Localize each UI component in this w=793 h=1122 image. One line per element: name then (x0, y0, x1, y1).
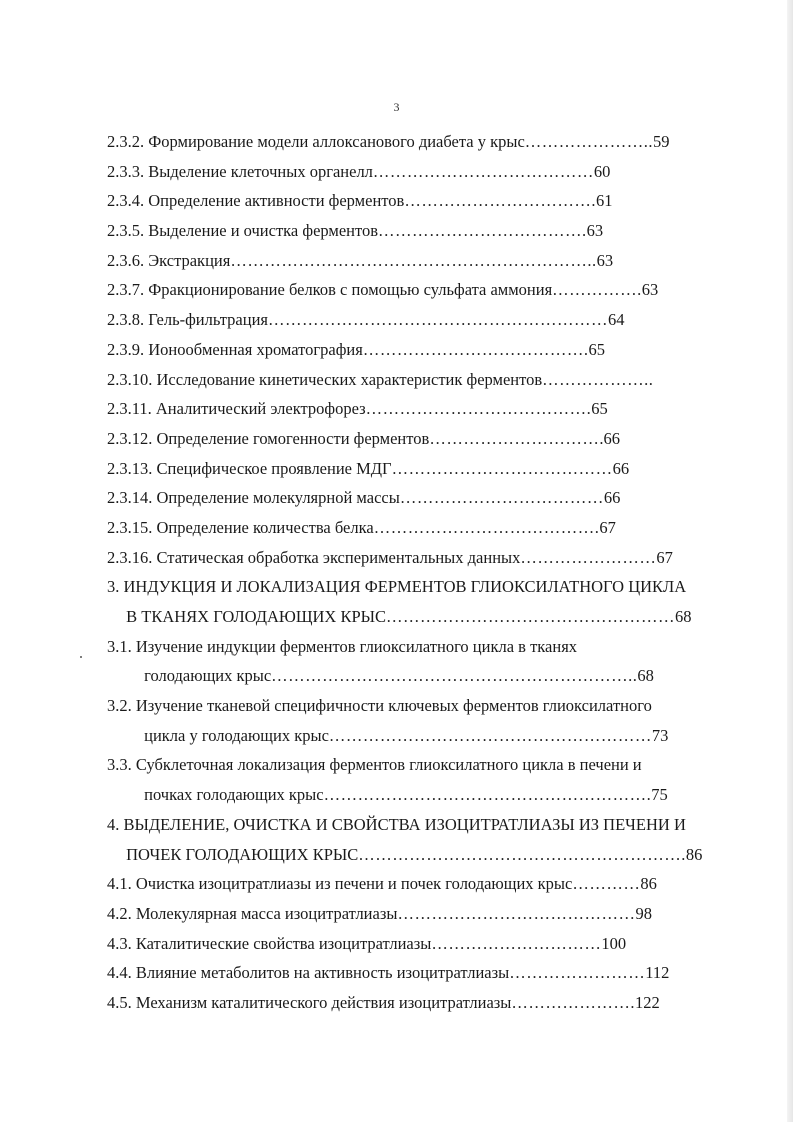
toc-entry (0, 424, 793, 454)
toc-entry (0, 394, 793, 424)
toc-entry (0, 691, 793, 721)
toc-entry-page: 73 (651, 725, 669, 745)
toc-entry-page: 66 (612, 458, 630, 478)
toc-entry-leader: ……………. (552, 280, 642, 300)
toc-entry-title: Определение гомогенности ферментов (156, 428, 430, 448)
toc-entry-title: Гель-фильтрация (148, 310, 268, 330)
scan-edge-shadow (787, 0, 793, 1122)
toc-entry-leader: ………………………………… (391, 458, 613, 478)
toc-entry-page: 100 (601, 933, 627, 953)
toc-entry-leader: ……………….. (542, 369, 654, 389)
toc-entry-continuation (0, 780, 793, 810)
toc-entry-leader: …………………… (509, 963, 646, 983)
toc-entry-leader: ……………………………… (399, 488, 604, 508)
toc-entry-page: 68 (637, 666, 654, 686)
toc-entry-number: 3. (107, 577, 120, 597)
toc-entry (0, 216, 793, 246)
toc-entry-continuation (0, 661, 793, 691)
toc-entry-leader: …………………… (520, 547, 657, 567)
toc-chapter-heading-continuation (0, 840, 793, 870)
toc-entry-page: 112 (645, 963, 670, 983)
toc-entry-number: 3.2. (107, 696, 132, 716)
toc-entry-number: 3.3. (107, 755, 132, 775)
toc-entry-number: 2.3.10. (107, 369, 153, 389)
toc-entry-leader: …………………. (511, 992, 636, 1012)
page-number: 3 (393, 100, 400, 114)
toc-entry-page: 61 (595, 191, 613, 211)
toc-entry-leader: ………… (572, 874, 641, 894)
toc-entry-title: почках голодающих крыс (144, 785, 324, 805)
toc-entry-number: 2.3.16. (107, 547, 153, 567)
toc-entry-number: 4.3. (107, 933, 132, 953)
toc-entry (0, 246, 793, 276)
toc-entry (0, 632, 793, 662)
toc-entry-continuation (0, 721, 793, 751)
toc-entry (0, 275, 793, 305)
toc-entry-number: 4.2. (107, 903, 132, 923)
toc-entry-title: В ТКАНЯХ ГОЛОДАЮЩИХ КРЫС (126, 607, 387, 626)
toc-entry (0, 483, 793, 513)
toc-chapter-heading (0, 810, 793, 840)
toc-entry-leader: …………………………………………………. (358, 844, 686, 864)
toc-entry-page: 75 (651, 785, 668, 805)
toc-entry-title: ВЫДЕЛЕНИЕ, ОЧИСТКА И СВОЙСТВА ИЗОЦИТРАТЛИАЗЫ ИЗ ПЕЧЕНИ И (123, 814, 686, 834)
toc-entry-number: 4.4. (107, 963, 132, 983)
toc-entry-leader: ……………………………………………………….. (230, 250, 597, 270)
toc-entry-page: 60 (593, 161, 611, 181)
toc-entry-page: 86 (640, 874, 657, 894)
toc-entry-number: 2.3.9. (107, 339, 145, 359)
toc-entry-page: 64 (608, 310, 625, 330)
toc-entry-number: 2.3.14. (107, 488, 153, 508)
toc-entry-leader: ………………………………………………… (328, 725, 652, 745)
toc-entry-title: Очистка изоцитратлиазы из печени и почек голодающих крыс (135, 874, 573, 894)
toc-entry-page: 67 (656, 547, 673, 567)
toc-entry-title: ПОЧЕК ГОЛОДАЮЩИХ КРЫС (126, 844, 359, 864)
toc-entry-number: 2.3.13. (107, 458, 153, 478)
toc-entry-page: .66 (599, 428, 620, 448)
toc-entry-page: 67 (599, 517, 616, 537)
toc-entry-title: Формирование модели аллоксанового диабета у крыс (148, 132, 525, 151)
toc-entry-title: голодающих крыс (144, 666, 272, 686)
toc-entry-title: Аналитический электрофорез (155, 399, 366, 419)
toc-entry-title: Исследование кинетических характеристик ферментов (156, 369, 543, 389)
toc-entry (0, 513, 793, 543)
toc-entry-number: 2.3.8. (107, 310, 145, 330)
toc-entry-leader: …………………………………. (373, 517, 600, 537)
toc-entry (0, 454, 793, 484)
toc-entry-title: Фракционирование белков с помощью сульфата аммония (148, 280, 553, 300)
toc-entry-title: Изучение индукции ферментов глиоксилатного цикла в тканях (135, 636, 578, 656)
toc-entry-title: Специфическое проявление МДГ (156, 458, 392, 478)
toc-entry-title: Влияние метаболитов на активность изоцитратлиазы (135, 963, 510, 983)
scan-speck (80, 656, 82, 658)
toc-entry-title: Механизм каталитического действия изоцитратлиазы (135, 992, 512, 1012)
toc-entry-number: 2.3.6. (107, 250, 145, 270)
toc-entry-title: Изучение тканевой специфичности ключевых ферментов глиоксилатного (135, 696, 652, 716)
toc-entry-title: ИНДУКЦИЯ И ЛОКАЛИЗАЦИЯ ФЕРМЕНТОВ ГЛИОКСИЛАТНОГО ЦИКЛА (123, 577, 687, 597)
toc-entry-leader: …………………………………………………. (323, 785, 652, 805)
toc-entry-leader: ………………………… (429, 428, 600, 448)
toc-entry-number: 2.3.12. (107, 428, 153, 448)
toc-entry-number: 2.3.7. (107, 280, 145, 300)
toc-entry-number: 2.3.3. (107, 161, 145, 181)
toc-entry (0, 127, 793, 157)
toc-entry-number: 2.3.11. (107, 399, 152, 419)
toc-entry-number: 4. (107, 814, 120, 834)
toc-entry-leader: ………………………………… (372, 161, 594, 181)
toc-entry (0, 157, 793, 187)
toc-entry-number: 2.3.2. (107, 132, 145, 151)
toc-entry-title: Определение молекулярной массы (156, 488, 400, 508)
toc-entry-page: 98 (635, 903, 652, 923)
toc-entry-page: 59 (653, 132, 670, 151)
toc-entry-leader: ……………………………………………………….. (271, 666, 638, 686)
toc-entry-page: 63 (596, 250, 614, 270)
toc-entry (0, 958, 793, 988)
toc-entry (0, 988, 793, 1018)
toc-entry (0, 186, 793, 216)
toc-entry-title: Молекулярная масса изоцитратлиазы (135, 903, 398, 923)
toc-chapter-heading (0, 572, 793, 602)
toc-entry-leader: …………………………………………… (386, 607, 676, 626)
toc-entry (0, 305, 793, 335)
toc-entry-page: 66 (603, 488, 621, 508)
toc-entry (0, 869, 793, 899)
toc-entry (0, 899, 793, 929)
table-of-contents (0, 127, 793, 1018)
toc-entry-number: 2.3.5. (107, 221, 145, 241)
toc-entry (0, 750, 793, 780)
toc-entry-number: 3.1. (107, 636, 132, 656)
toc-entry-leader: ……………………………. (404, 191, 596, 211)
toc-entry-number: 4.5. (107, 992, 132, 1012)
toc-entry-number: 4.1. (107, 874, 132, 894)
toc-entry-page: 63 (586, 221, 604, 241)
toc-entry-title: Определение активности ферментов (148, 191, 405, 211)
toc-entry-number: 2.3.4. (107, 191, 145, 211)
toc-entry (0, 335, 793, 365)
toc-entry-leader: …………………………………. (365, 399, 592, 419)
toc-entry-leader: ………………………… (431, 933, 602, 953)
toc-entry-title: Определение количества белка (156, 517, 374, 537)
toc-entry-page: 86 (685, 844, 703, 864)
toc-entry-leader: ………………………………. (378, 221, 587, 241)
toc-entry-title: Выделение и очистка ферментов (148, 221, 379, 241)
toc-entry-page: 63 (641, 280, 659, 300)
toc-entry (0, 543, 793, 573)
toc-entry-page: 122 (635, 992, 660, 1012)
toc-entry-page: 68 (675, 607, 692, 626)
toc-chapter-heading-continuation (0, 602, 793, 632)
toc-entry-title: Экстракция (148, 250, 231, 270)
toc-entry-title: Ионообменная хроматография (148, 339, 363, 359)
toc-entry-leader: ………………….. (524, 132, 654, 151)
toc-entry-title: Статическая обработка экспериментальных данных (156, 547, 521, 567)
toc-entry (0, 365, 793, 395)
toc-entry-leader: …………………………………………………… (268, 310, 608, 330)
toc-entry-title: цикла у голодающих крыс (144, 725, 329, 745)
toc-entry-title: Выделение клеточных органелл (148, 161, 373, 181)
toc-entry-page: 65 (591, 399, 608, 419)
toc-entry (0, 929, 793, 959)
toc-entry-number: 2.3.15. (107, 517, 153, 537)
toc-entry-leader: …………………………………… (397, 903, 636, 923)
toc-entry-page: 65 (588, 339, 605, 359)
toc-entry-leader: …………………………………. (362, 339, 589, 359)
toc-entry-title: Субклеточная локализация ферментов глиоксилатного цикла в печени и (135, 755, 642, 775)
toc-entry-title: Каталитические свойства изоцитратлиазы (135, 933, 432, 953)
